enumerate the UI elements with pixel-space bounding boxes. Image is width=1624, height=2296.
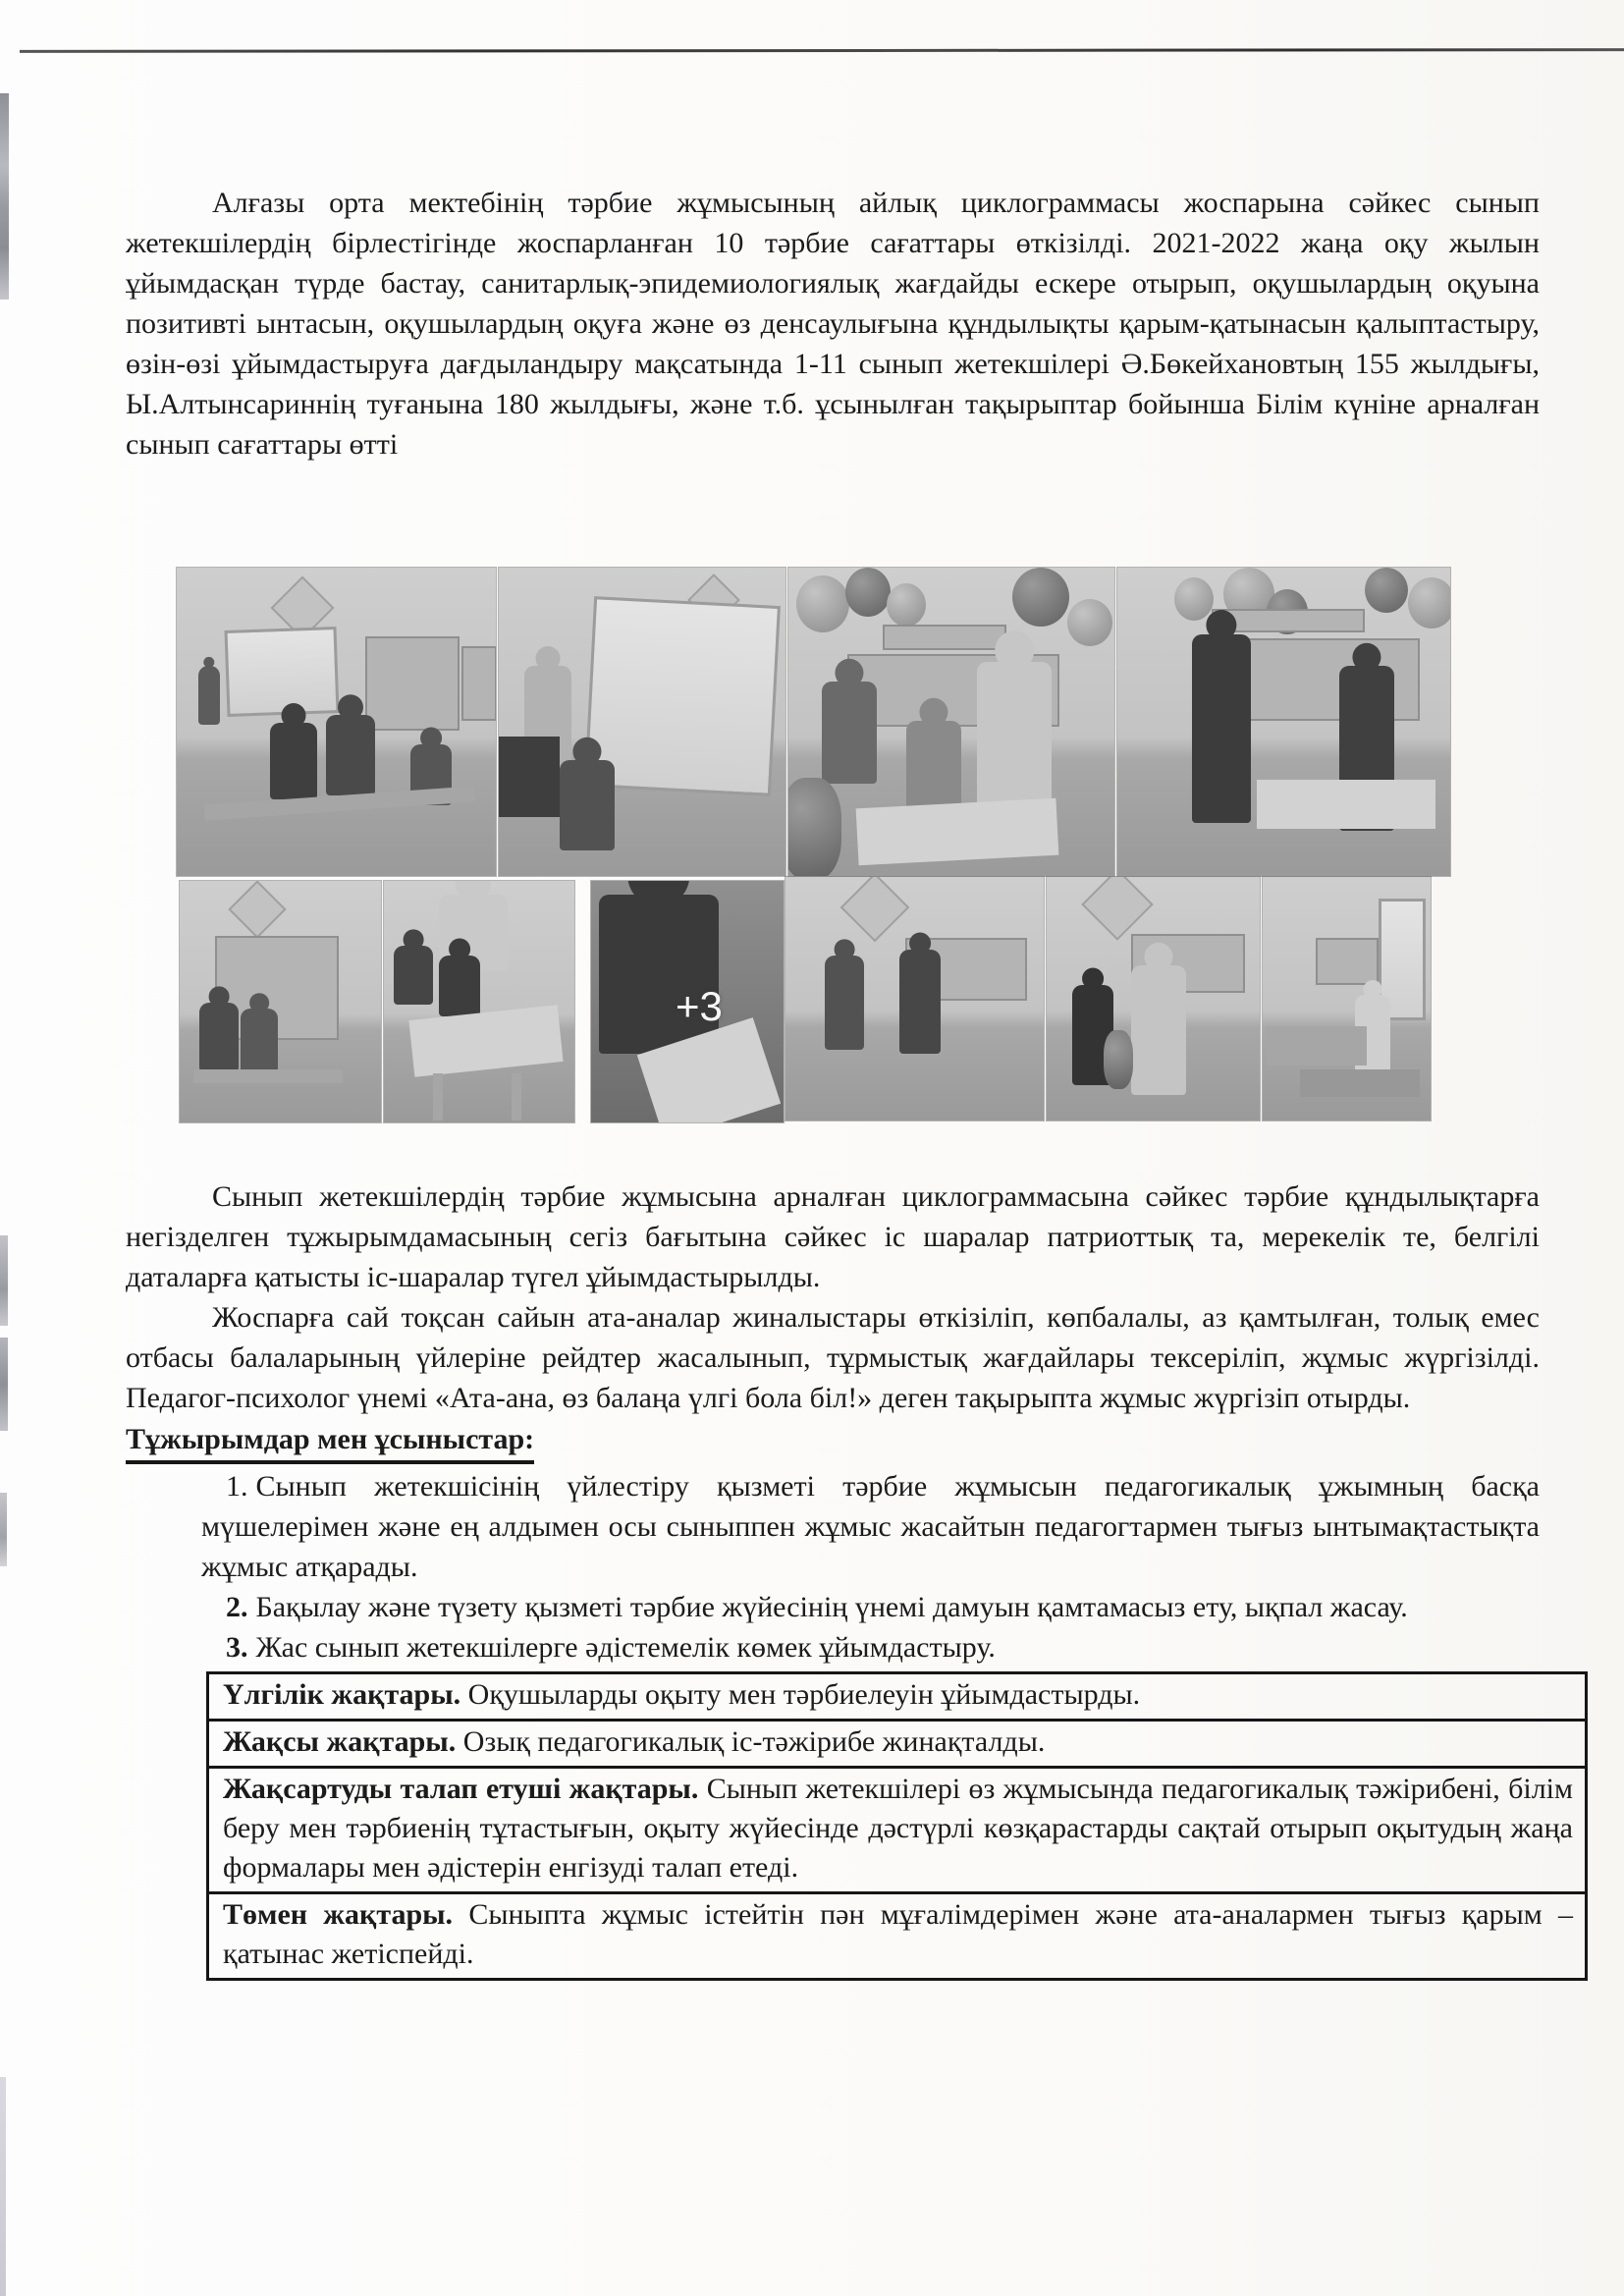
balloon [1174,577,1214,621]
paragraph: Сынып жетекшілердің тәрбие жұмысына арналған циклограммасына сәйкес тәрбие құндылықтарға негізделген тұжырымдамасының сегіз бағытына сәйкес іс шаралар патриоттық та, мерекелік те, белгілі даталарға қатысты іс-шаралар түгел ұйымдастырылды. [126,1180,1540,1293]
person-silhouette [198,666,220,725]
classroom-photo-5 [180,881,381,1122]
list-text: Жас сынып жетекшілерге әдістемелік көмек ұйымдастыру. [255,1631,996,1664]
conclusions-heading: Тұжырымдар мен ұсыныстар: [126,1419,1540,1464]
list-item-1 [201,1466,1540,1587]
more-photos-badge: +3 [676,983,723,1029]
person-silhouette [199,1003,239,1071]
paragraph: Жоспарға сай тоқсан сайын ата-аналар жиналыстары өткізіліп, көпбалалы, аз қамтылған, толық емес отбасы балаларының үйлеріне рейдтер жасалынып, тұрмыстық жағдайлары тексеріліп, жұмыс жүргізілді. Педагог-психолог үнемі «Ата-ана, өз балаңа үлгі бола біл!» деген тақырыпта жұмыс жүргізіп отырды. [126,1301,1540,1414]
table [856,798,1059,866]
person-silhouette [1131,965,1186,1095]
table-row-needs-improvement [209,1769,1585,1894]
scan-artifact-top-line [20,48,1624,53]
classroom-photo-7 [591,881,784,1122]
person-silhouette [899,950,941,1054]
table-row-weak [209,1894,1585,1978]
scan-artifact-left-smudge [0,1338,8,1431]
row-label: Жақсы жақтары. [223,1725,457,1758]
person-silhouette [560,760,615,850]
scan-artifact-left-smudge [0,2077,6,2296]
list-number: 2. [226,1591,248,1623]
table [408,1005,563,1077]
row-label: Төмен жақтары. [223,1898,454,1931]
list-text: Бақылау және түзету қызметі тәрбие жүйесінің үнемі дамуын қамтамасыз ету, ықпал жасау. [255,1591,1408,1623]
classroom-photo-3 [788,568,1114,876]
wall-decor [1081,877,1154,941]
desk [193,1069,343,1083]
classroom-photo-10 [1263,877,1431,1121]
list-text: Сынып жетекшісінің үйлестіру қызметі тәрбие жұмысын педагогикалық ұжымның басқа мүшелерімен және ең алдымен осы сыныппен жұмыс жасайтын педагогтармен тығыз ынтымақтастықта жұмыс атқарады. [201,1470,1540,1583]
assessment-table [206,1671,1588,1981]
list-item-2 [201,1587,1540,1627]
classroom-photo-2 [499,568,785,876]
table-row-good [209,1722,1585,1769]
list-number: 3. [226,1631,248,1664]
classroom-photo-6 [384,881,574,1122]
flowers [788,778,841,876]
person-silhouette [822,682,877,784]
banner [883,625,1006,650]
classroom-photo-8 [785,877,1044,1121]
report-body [126,1176,1574,1981]
desk [1267,1026,1367,1066]
balloon [796,575,849,632]
person-silhouette [439,956,480,1016]
balloon [1067,599,1112,646]
scan-artifact-left-smudge [0,1235,8,1326]
table-leg [512,1073,521,1121]
wall-decor [228,881,286,939]
table [1257,780,1435,829]
poster-board [461,646,496,721]
table-leg [433,1073,443,1121]
whiteboard [224,627,339,717]
row-label: Үлгілік жақтары. [223,1678,461,1711]
classroom-photo-1 [177,568,496,876]
table-row-exemplary [209,1674,1585,1722]
person-silhouette [394,946,433,1005]
balloon [1408,577,1450,629]
row-text: Сынып жетекшілері өз жұмысында педагогикалық тәжірибені, білім беру мен тәрбиенің тұтастығын, оқыту жүйесінде дәстүрлі көзқарастарды сақтай отырып оқытудың жаңа формалары мен әдістерін енгізуді талап етеді. [223,1773,1573,1884]
person-silhouette [241,1009,278,1073]
desk [1300,1069,1420,1097]
scan-artifact-left-smudge [0,93,9,300]
intro-paragraph: Алғазы орта мектебінің тәрбие жұмысының айлық циклограммасы жоспарына сәйкес сынып жетекшілердің бірлестігінде жоспарланған 10 тәрбие сағаттары өткізілді. 2021-2022 жаңа оқу жылын ұйымдасқан түрде бастау, санитарлық-эпидемиологиялық жағдайды ескере отырып, оқушылардың оқуына позитивті ынтасын, оқушылардың оқуға және өз денсаулығына құндылықты қарым-қатынасын қалыптастыру, өзін-өзі ұйымдастыруға дағдыландыру мақсатында 1-11 сынып жетекшілері Ә.Бөкейхановтың 155 жылдығы, Ы.Алтынсариннің туғанына 180 жылдығы, және т.б. ұсынылған тақырыптар бойынша Білім күніне арналған сынып сағаттары өтті [126,187,1540,461]
flowers [1104,1030,1133,1089]
balloon [1365,568,1408,613]
person-silhouette [1192,634,1251,823]
balloon [845,568,891,617]
balloon [1012,568,1069,627]
poster-board [365,636,460,731]
classroom-photo-9 [1047,877,1260,1121]
person-silhouette [825,956,864,1050]
row-text: Оқушыларды оқыту мен тәрбиелеуін ұйымдастырды. [460,1678,1141,1711]
row-label: Жақсартуды талап етуші жақтары. [223,1773,699,1805]
classroom-photo-4 [1117,568,1450,876]
person-silhouette [326,715,375,795]
list-item-3 [201,1627,1540,1667]
row-text: Озық педагогикалық іс-тәжірибе жинақталды. [456,1725,1046,1758]
person-silhouette [270,723,317,799]
row-text: Сыныпта жұмыс істейтін пән мұғалімдерімен және ата-аналармен тығыз қарым –қатынас жетіспейді. [223,1898,1574,1970]
poster-board [1316,938,1379,985]
chair [499,737,560,817]
wall-decor [840,877,910,942]
balloon [887,583,926,627]
list-number: 1. [226,1470,248,1503]
scan-artifact-left-smudge [0,1493,7,1566]
